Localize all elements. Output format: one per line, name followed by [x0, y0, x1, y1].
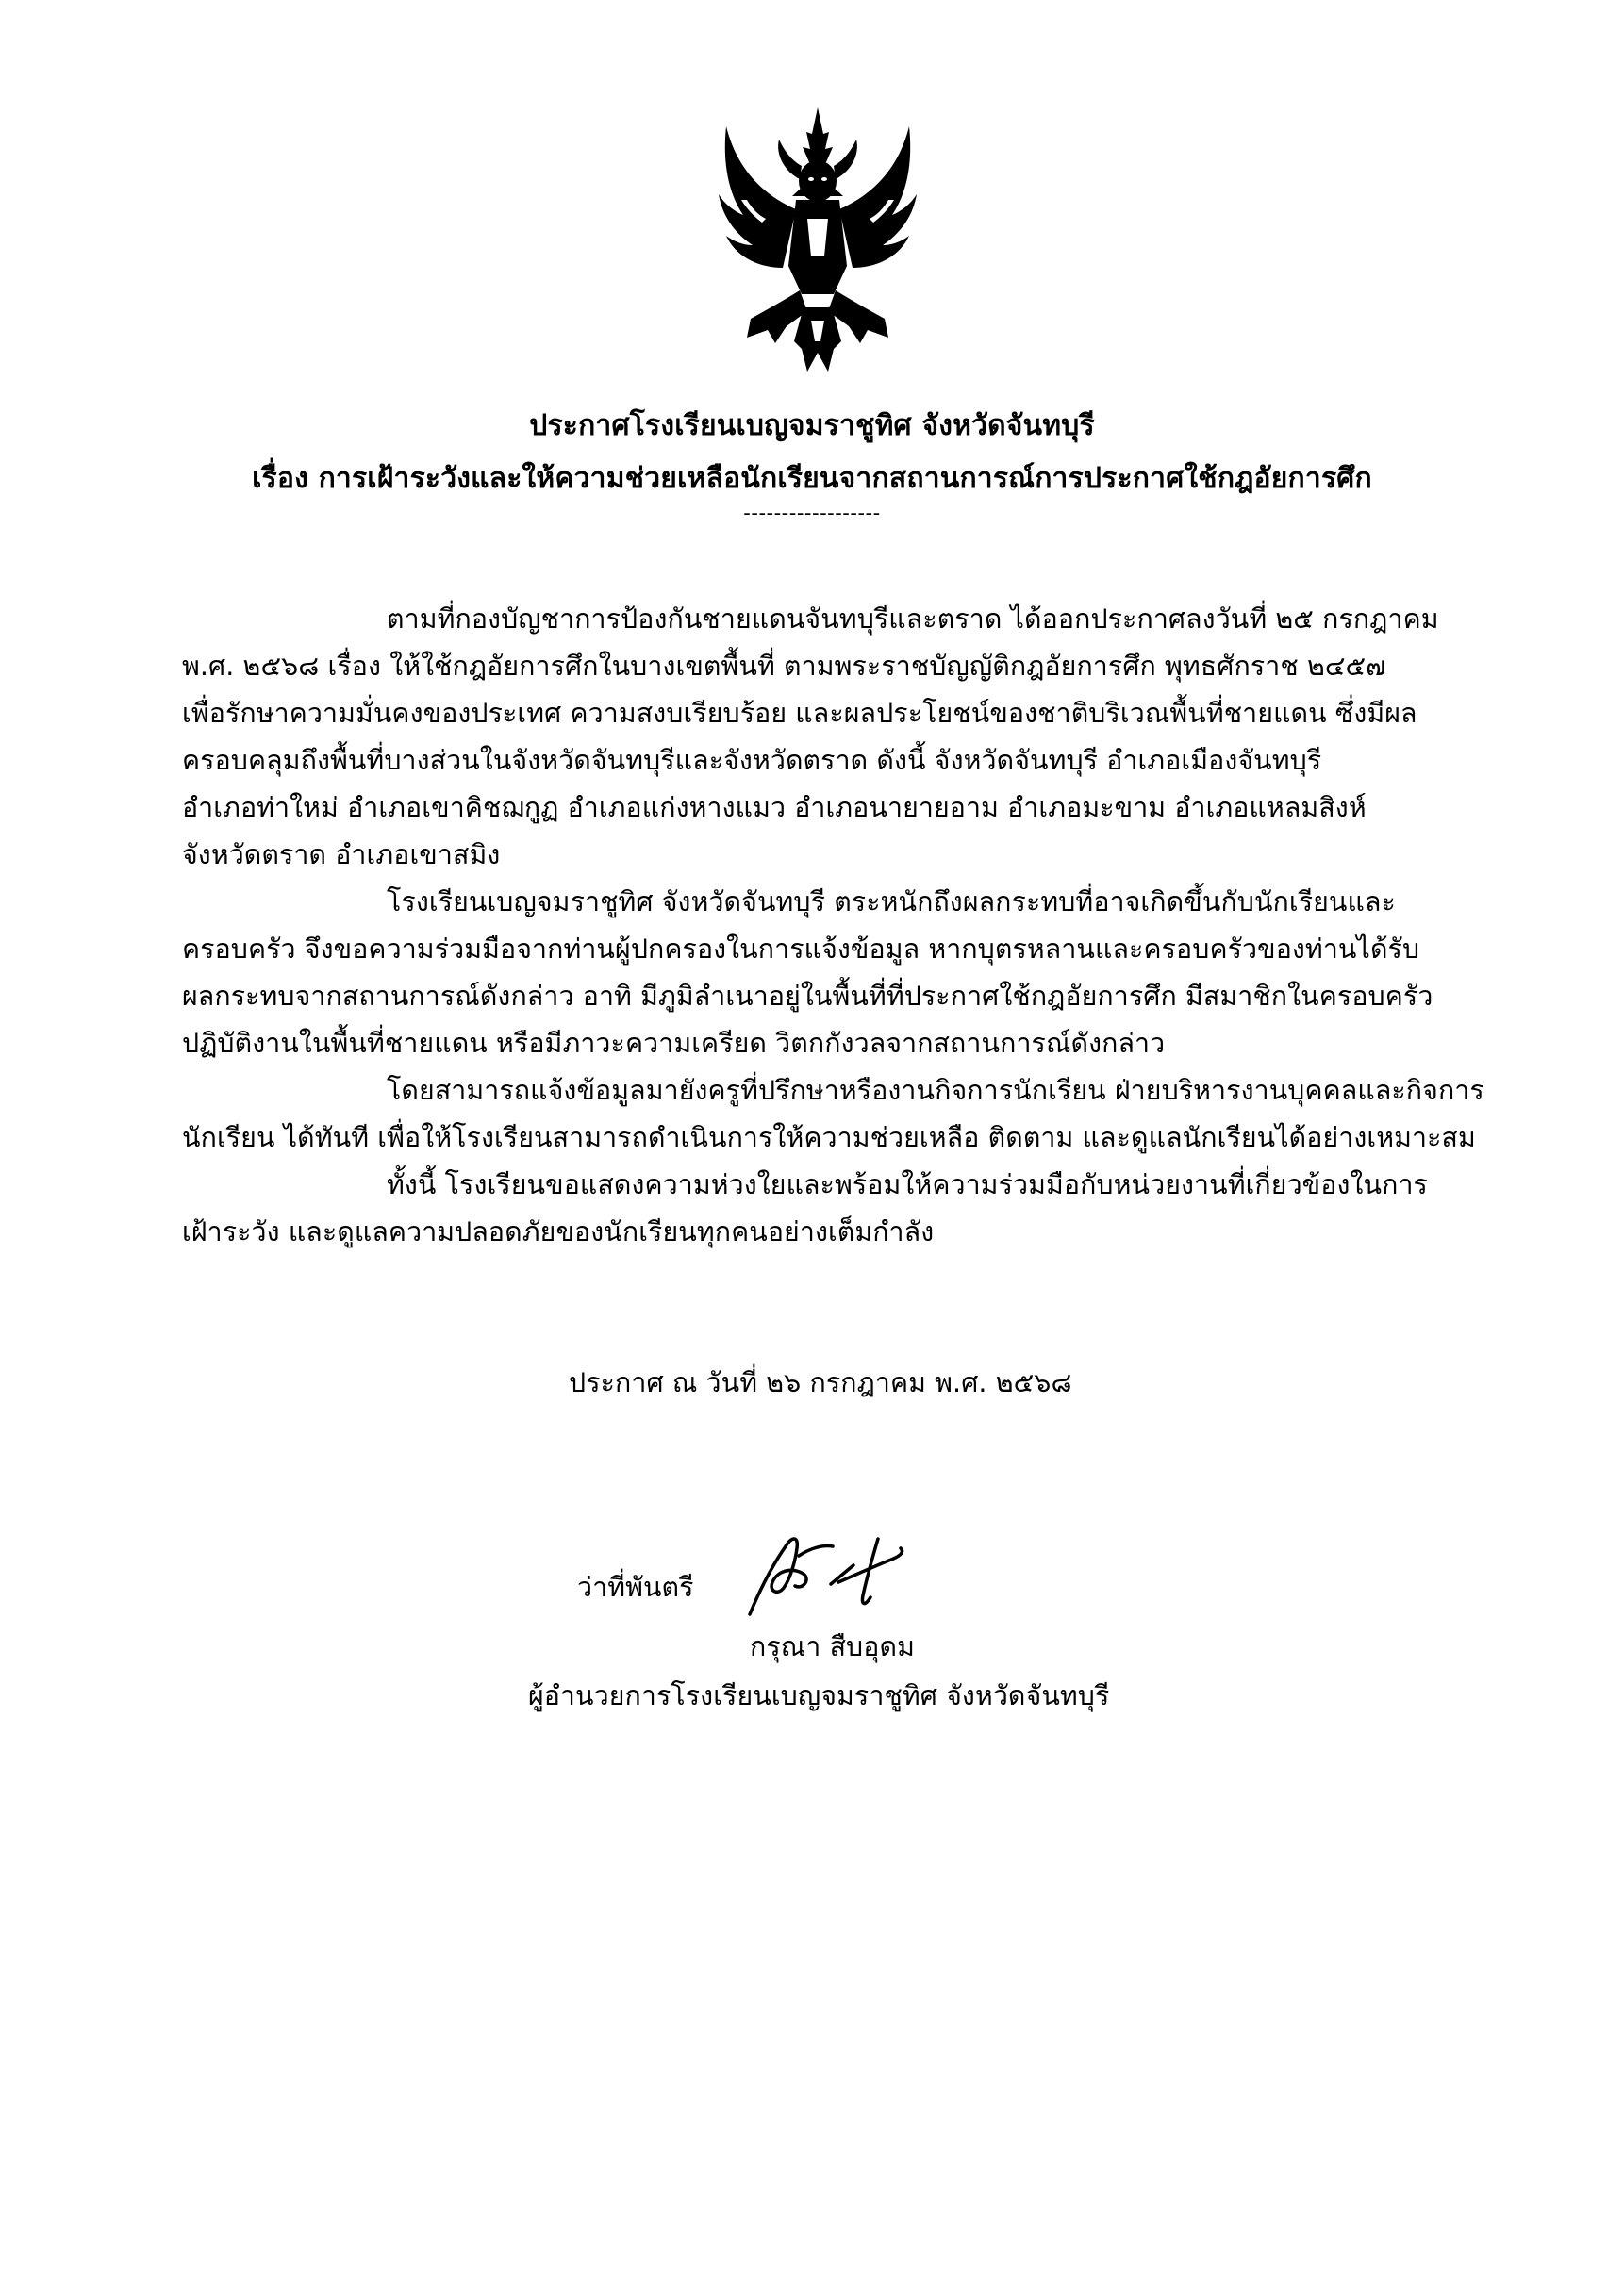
body-line: ครอบคลุมถึงพื้นที่บางส่วนในจังหวัดจันทบุรีและจังหวัดตราด ดังนี้ จังหวัดจันทบุรี อำเภอเมืองจันทบุรี: [182, 745, 1322, 776]
announcement-subject: เรื่อง การเฝ้าระวังและให้ความช่วยเหลือนักเรียนจากสถานการณ์การประกาศใช้กฎอัยการศึก: [252, 462, 1372, 495]
garuda-emblem-icon: [709, 106, 926, 379]
signer-rank: ว่าที่พันตรี: [577, 1572, 694, 1603]
body-line: โดยสามารถแจ้งข้อมูลมายังครูที่ปรึกษาหรืองานกิจการนักเรียน ฝ่ายบริหารงานบุคคลและกิจการ: [387, 1075, 1484, 1106]
body-line: ปฏิบัติงานในพื้นที่ชายแดน หรือมีภาวะความเครียด วิตกกังวลจากสถานการณ์ดังกล่าว: [182, 1028, 1166, 1059]
body-line: เพื่อรักษาความมั่นคงของประเทศ ความสงบเรียบร้อย และผลประโยชน์ของชาติบริเวณพื้นที่ชายแดน ซึ่งมีผล: [182, 698, 1417, 729]
body-line: โรงเรียนเบญจมราชูทิศ จังหวัดจันทบุรี ตระหนักถึงผลกระทบที่อาจเกิดขึ้นกับนักเรียนและ: [387, 886, 1396, 917]
signer-position: ผู้อำนวยการโรงเรียนเบญจมราชูทิศ จังหวัดจันทบุรี: [528, 1680, 1110, 1711]
handwritten-signature: [740, 1528, 921, 1622]
body-line: ครอบครัว จึงขอความร่วมมือจากท่านผู้ปกครองในการแจ้งข้อมูล หากบุตรหลานและครอบครัวของท่านได้รับ: [182, 933, 1420, 965]
announcement-title: ประกาศโรงเรียนเบญจมราชูทิศ จังหวัดจันทบุรี: [529, 409, 1095, 442]
title-divider: ------------------: [743, 502, 881, 524]
body-line: อำเภอท่าใหม่ อำเภอเขาคิชฌกูฏ อำเภอแก่งหางแมว อำเภอนายายอาม อำเภอมะขาม อำเภอแหลมสิงห์: [182, 792, 1367, 823]
body-line: ตามที่กองบัญชาการป้องกันชายแดนจันทบุรีและตราด ได้ออกประกาศลงวันที่ ๒๕ กรกฎาคม: [387, 603, 1439, 635]
announce-date: ประกาศ ณ วันที่ ๒๖ กรกฎาคม พ.ศ. ๒๕๖๘: [569, 1367, 1072, 1398]
body-line: จังหวัดตราด อำเภอเขาสมิง: [182, 839, 501, 870]
body-line: เฝ้าระวัง และดูแลความปลอดภัยของนักเรียนทุกคนอย่างเต็มกำลัง: [182, 1216, 935, 1247]
body-line: ผลกระทบจากสถานการณ์ดังกล่าว อาทิ มีภูมิลำเนาอยู่ในพื้นที่ที่ประกาศใช้กฎอัยการศึก มีสมาชิกในครอบครัว: [182, 981, 1433, 1012]
signer-name: กรุณา สืบอุดม: [750, 1631, 915, 1662]
body-line: พ.ศ. ๒๕๖๘ เรื่อง ให้ใช้กฎอัยการศึกในบางเขตพื้นที่ ตามพระราชบัญญัติกฎอัยการศึก พุทธศักราช ๒๔๕๗: [182, 651, 1386, 682]
body-line: นักเรียน ได้ทันที เพื่อให้โรงเรียนสามารถดำเนินการให้ความช่วยเหลือ ติดตาม และดูแลนักเรียนได้อย่างเหมาะสม: [182, 1122, 1476, 1153]
body-line: ทั้งนี้ โรงเรียนขอแสดงความห่วงใยและพร้อมให้ความร่วมมือกับหน่วยงานที่เกี่ยวข้องในการ: [387, 1169, 1428, 1200]
